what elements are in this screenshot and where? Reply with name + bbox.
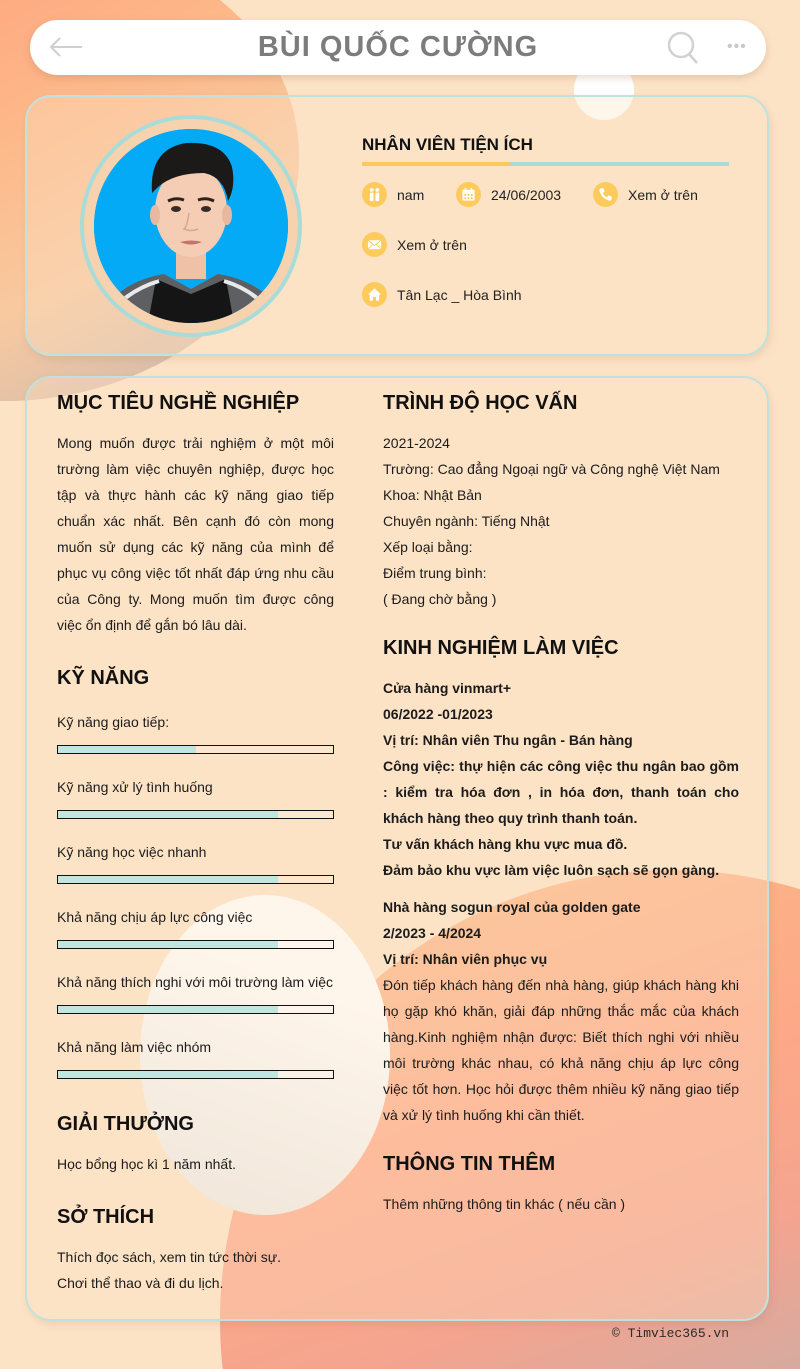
avatar-frame — [80, 115, 302, 337]
experience-job-1 — [383, 675, 739, 883]
more-icon[interactable]: ••• — [727, 38, 747, 55]
gender-field — [362, 182, 424, 207]
education-line: 2021-2024 — [383, 435, 450, 451]
job-title-underline — [362, 162, 729, 166]
job-extra: Tư vấn khách hàng khu vực mua đồ. — [383, 836, 628, 852]
skill-bar — [57, 875, 334, 884]
skill-label: Kỹ năng học việc nhanh — [57, 844, 207, 860]
arrow-left-icon[interactable] — [48, 36, 84, 58]
birthday-field — [456, 182, 561, 207]
skill-bar-fill — [58, 1006, 278, 1013]
calendar-icon — [456, 182, 481, 207]
experience-job-2 — [383, 894, 739, 1128]
job-position: Vị trí: Nhân viên phục vụ — [383, 951, 548, 967]
education-line: Trường: Cao đẳng Ngoại ngữ và Công nghệ Việt Nam — [383, 461, 720, 477]
job-position: Vị trí: Nhân viên Thu ngân - Bán hàng — [383, 732, 633, 748]
job-extra: Đảm bảo khu vực làm việc luôn sạch sẽ gọn gàng. — [383, 862, 720, 878]
skill-label: Khả năng chịu áp lực công việc — [57, 909, 253, 925]
avatar — [94, 129, 288, 323]
skill-bar — [57, 1070, 334, 1079]
job-description: Công việc: thự hiện các công việc thu ngân bao gồm : kiểm tra hóa đơn , in hóa đơn, thanh toán cho khách hàng theo quy trình thanh toán. — [383, 758, 739, 826]
top-bar — [30, 20, 766, 75]
skill-label: Khả năng làm việc nhóm — [57, 1039, 212, 1055]
phone-icon — [593, 182, 618, 207]
phone-value: Xem ở trên — [628, 186, 698, 203]
search-icon[interactable] — [666, 30, 702, 66]
experience-heading: KINH NGHIỆM LÀM VIỆC — [383, 637, 619, 659]
career-goal-heading: MỤC TIÊU NGHỀ NGHIỆP — [57, 392, 300, 414]
skill-bar-fill — [58, 746, 196, 753]
skill-bar-fill — [58, 876, 278, 883]
job-period: 2/2023 - 4/2024 — [383, 925, 482, 941]
footer-credit: © Timviec365.vn — [612, 1326, 730, 1341]
skills-heading: KỸ NĂNG — [57, 667, 150, 689]
email-value: Xem ở trên — [397, 236, 467, 253]
email-icon — [362, 232, 387, 257]
job-period: 06/2022 -01/2023 — [383, 706, 493, 722]
profile-card — [25, 95, 769, 356]
awards-heading: GIẢI THƯỞNG — [57, 1113, 194, 1135]
hobby-item: Chơi thể thao và đi du lịch. — [57, 1275, 224, 1291]
skill-bar — [57, 1005, 334, 1014]
page-title: BÙI QUỐC CƯỜNG — [257, 31, 539, 63]
education-line: Xếp loại bằng: — [383, 539, 473, 555]
skill-bar — [57, 940, 334, 949]
skill-bar-fill — [58, 941, 278, 948]
skill-label: Khả năng thích nghi với môi trường làm việc — [57, 974, 333, 990]
skill-bar — [57, 810, 334, 819]
additional-info-text: Thêm những thông tin khác ( nếu cần ) — [383, 1196, 626, 1212]
job-description: Đón tiếp khách hàng đến nhà hàng, giúp khách hàng khi họ gặp khó khăn, giải đáp những thắc mắc của khách hàng.Kinh nghiệm nhận được: Biết thích nghi với nhiều môi trường khác nhau, có khả năng chịu áp lực công việc tốt hơn. Học hỏi được thêm nhiều kỹ năng giao tiếp và xử lý tình huống khi cần thiết. — [383, 977, 739, 1123]
address-field — [362, 282, 522, 307]
home-icon — [362, 282, 387, 307]
address-value: Tân Lạc _ Hòa Bình — [397, 286, 522, 303]
skill-label: Kỹ năng xử lý tình huống — [57, 779, 213, 795]
hobbies-list — [57, 1244, 281, 1296]
education-line: Điểm trung bình: — [383, 565, 487, 581]
education-line: Chuyên ngành: Tiếng Nhật — [383, 513, 550, 529]
birthday-value: 24/06/2003 — [491, 186, 562, 203]
skill-bar-fill — [58, 811, 278, 818]
gender-icon — [362, 182, 387, 207]
education-details — [383, 430, 720, 612]
education-line: Khoa: Nhật Bản — [383, 487, 482, 503]
gender-value: nam — [397, 186, 425, 203]
awards-text: Học bổng học kì 1 năm nhất. — [57, 1156, 236, 1172]
job-title: NHÂN VIÊN TIỆN ÍCH — [362, 135, 533, 154]
content-card — [25, 376, 769, 1321]
hobby-item: Thích đọc sách, xem tin tức thời sự. — [57, 1249, 281, 1265]
skill-label: Kỹ năng giao tiếp: — [57, 714, 170, 730]
education-heading: TRÌNH ĐỘ HỌC VẤN — [383, 392, 578, 414]
hobbies-heading: SỞ THÍCH — [57, 1206, 155, 1228]
email-field — [362, 232, 467, 257]
skill-bar-fill — [58, 1071, 278, 1078]
phone-field — [593, 182, 698, 207]
job-company: Nhà hàng sogun royal của golden gate — [383, 899, 641, 915]
job-company: Cửa hàng vinmart+ — [383, 680, 512, 696]
career-goal-text: Mong muốn được trải nghiệm ở một môi trường làm việc chuyên nghiệp, được học tập và thực hành các kỹ năng giao tiếp chuẩn xác nhất. Bên cạnh đó còn mong muốn sử dụng các kỹ năng của mình để phục vụ công việc tốt nhất đáp ứng nhu cầu của Công ty. Mong muốn tìm được công việc ổn định để gắn bó lâu dài. — [57, 435, 334, 633]
skill-bar — [57, 745, 334, 754]
education-line: ( Đang chờ bằng ) — [383, 591, 497, 607]
additional-info-heading: THÔNG TIN THÊM — [383, 1153, 556, 1175]
